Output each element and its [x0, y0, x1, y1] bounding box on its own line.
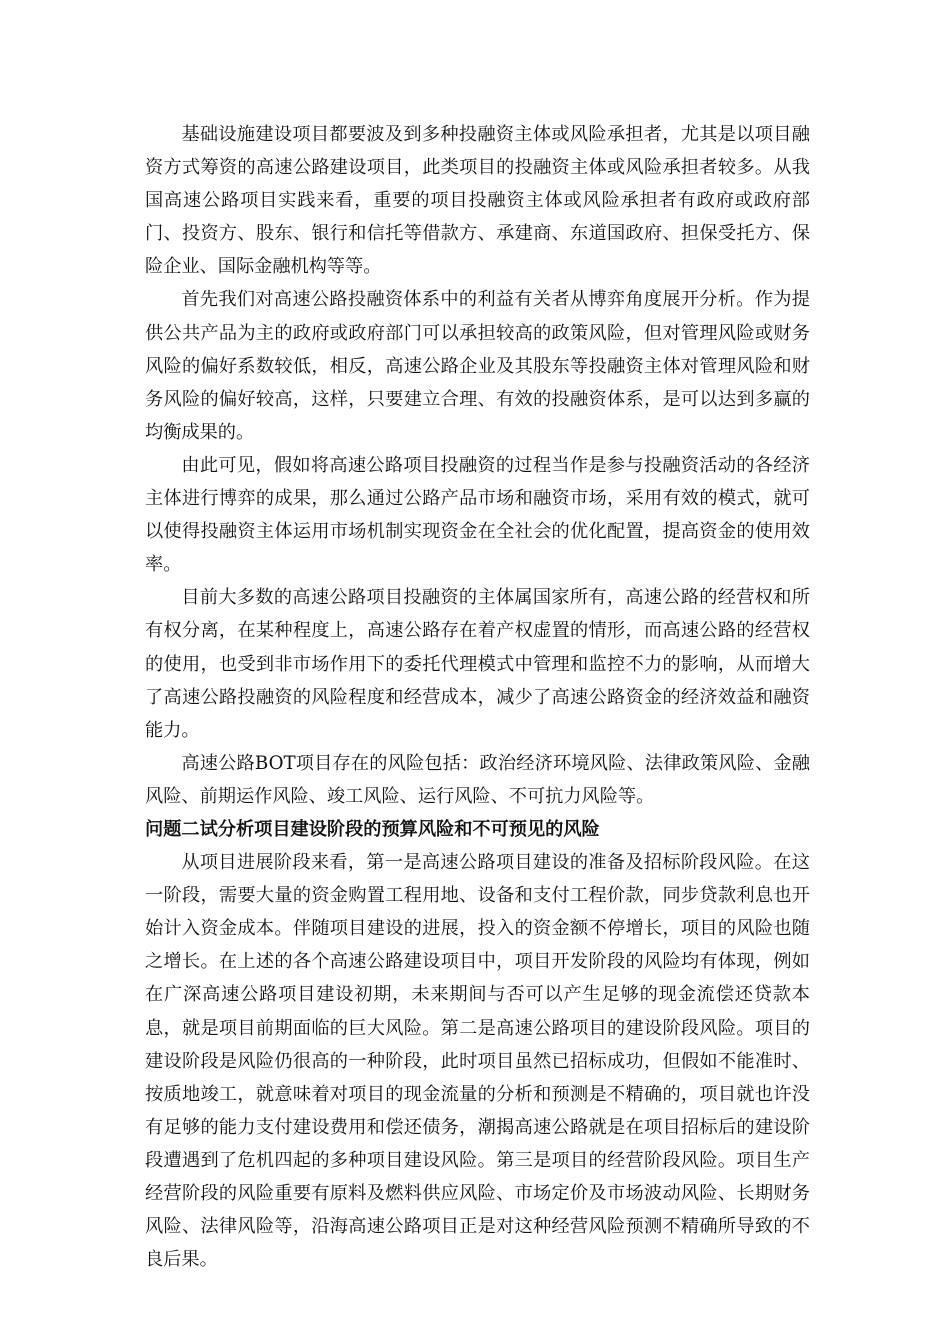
paragraph-project-stages: 从项目进展阶段来看，第一是高速公路项目建设的准备及招标阶段风险。在这一阶段，需要大量的资金购置工程用地、设备和支付工程价款，同步贷款利息也开始计入资金成本。伴随项目建设的进展，投入的资金额不停增长，项目的风险也随之增长。在上述的各个高速公路建设项目中，项目开发阶段的风险均有体现，例如在广深高速公路项目建设初期，未来期间与否可以产生足够的现金流偿还贷款本息，就是项目前期面临的巨大风险。第二是高速公路项目的建设阶段风险。项目的建设阶段是风险仍很高的一种阶段，此时项目虽然已招标成功，但假如不能准时、按质地竣工，就意味着对项目的现金流量的分析和预测是不精确的，项目就也许没有足够的能力支付建设费用和偿还债务，潮揭高速公路就是在项目招标后的建设阶段遭遇到了危机四起的多种项目建设风险。第三是项目的经营阶段风险。项目生产经营阶段的风险重要有原料及燃料供应风险、市场定价及市场波动风险、长期财务风险、法律风险等，沿海高速公路项目正是对这种经营风险预测不精确所导致的不良后果。	[145, 852, 810, 1271]
document-page	[145, 118, 810, 1276]
paragraph-bot-risks: 高速公路BOT项目存在的风险包括：政治经济环境风险、法律政策风险、金融风险、前期运作风险、竣工风险、运行风险、不可抗力风险等。	[145, 752, 810, 807]
paragraph-ownership: 目前大多数的高速公路项目投融资的主体属国家所有，高速公路的经营权和所有权分离，在某种程度上，高速公路存在着产权虚置的情形，而高速公路的经营权的使用，也受到非市场作用下的委托代理模式中管理和监控不力的影响，从而增大了高速公路投融资的风险程度和经营成本，减少了高速公路资金的经济效益和融资能力。	[145, 587, 810, 741]
section-heading: 问题二试分析项目建设阶段的预算风险和不可预见的风险	[145, 818, 600, 840]
paragraph-investment-subjects: 基础设施建设项目都要波及到多种投融资主体或风险承担者，尤其是以项目融资方式筹资的高速公路建设项目，此类项目的投融资主体或风险承担者较多。从我国高速公路项目实践来看，重要的项目投融资主体或风险承担者有政府或政府部门、投资方、股东、银行和信托等借款方、承建商、东道国政府、担保受托方、保险企业、国际金融机构等等。	[145, 124, 810, 278]
paragraph-market-mechanism: 由此可见，假如将高速公路项目投融资的过程当作是参与投融资活动的各经济主体进行博弈的成果，那么通过公路产品市场和融资市场，采用有效的模式，就可以使得投融资主体运用市场机制实现资金在全社会的优化配置，提高资金的使用效率。	[145, 454, 810, 576]
paragraph-game-analysis: 首先我们对高速公路投融资体系中的利益有关者从博弈角度展开分析。作为提供公共产品为主的政府或政府部门可以承担较高的政策风险，但对管理风险或财务风险的偏好系数较低，相反，高速公路企业及其股东等投融资主体对管理风险和财务风险的偏好较高，这样，只要建立合理、有效的投融资体系，是可以达到多赢的均衡成果的。	[145, 289, 810, 443]
